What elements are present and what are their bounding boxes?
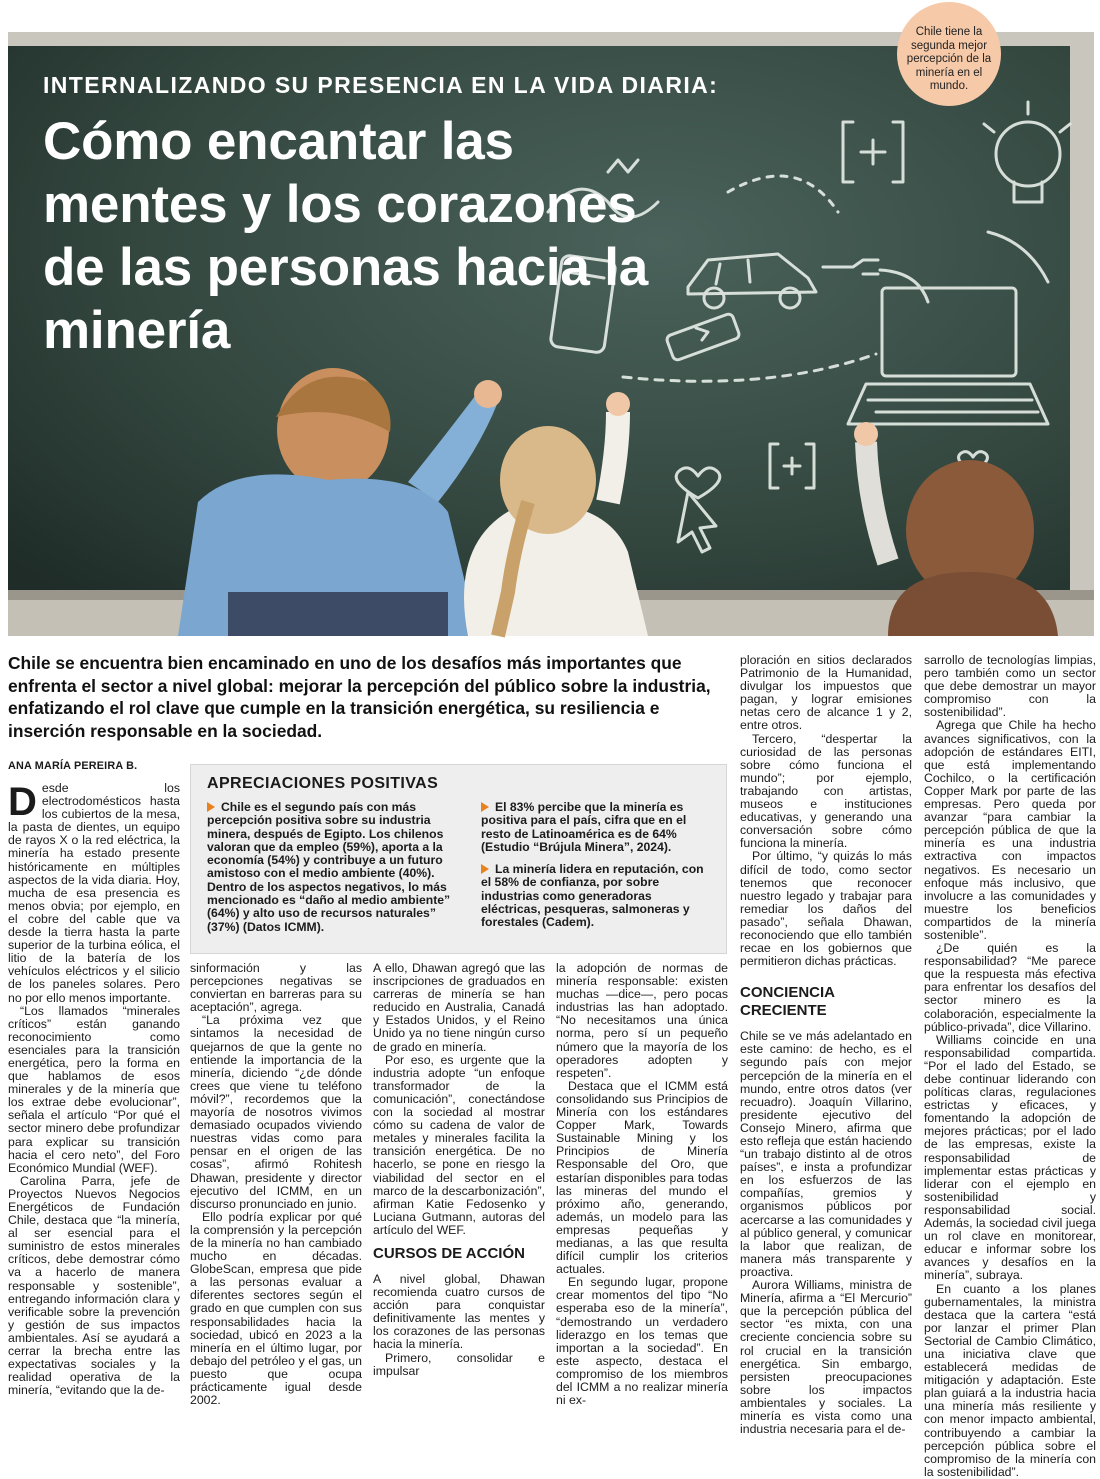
- arrow-icon: [207, 802, 215, 812]
- arrow-icon: [481, 802, 489, 812]
- paragraph: A ello, Dhawan agregó que las inscripciones de graduados en carreras de minería se han reducido en Australia, Canadá y Estados Unidos, y el Reino Unido ya no tiene ningún curso de grado en minería.: [373, 961, 545, 1054]
- paragraph: sinformación y las percepciones negativas se conviertan en barreras para su aceptación”, agrega.: [190, 961, 362, 1015]
- paragraph: Agrega que Chile ha hecho avances significativos, con la adopción de estándares EITI, que está implementando Cochilco, o la certificación Copper Mark por parte de las empresas. Pero queda por avanzar “para cambiar la percepción pública de que la minería es una industria extractiva con impactos negativos. Es necesario un enfoque más inclusivo, que involucre a las comunidades y muestre los beneficios compartidos de la minería sostenible”.: [924, 718, 1096, 942]
- paragraph: Destaca que el ICMM está consolidando sus Principios de Minería con los estándares Copper Mark, Towards Sustainable Mining y los Principios de Minería Responsable del Oro, que estarían disponibles para todas las mineras del mundo el próximo año, generando, además, un modelo para las empresas pequeñas y medianas, a las que resulta difícil cumplir los criterios actuales.: [556, 1078, 728, 1277]
- paragraph: Chile se ve más adelantado en este camino: de hecho, es el segundo país con mejor percepción de la minería en el mundo, entre otros datos (ver recuadro). Joaquín Villarino, presidente ejecutivo del Consejo Minero, afirma que esto refleja que están haciendo “un trabajo distinto al de otros países”, e insta a profundizar en los esfuerzos de las compañías, gremios y organismos públicos por acercarse a las comunidades y al público general, y comunicar la labor que realizan, de manera más transparente y proactiva.: [740, 1029, 912, 1279]
- box-right-column: [481, 801, 713, 939]
- paragraph: sarrollo de tecnologías limpias, pero también como un sector que debe demostrar un mayor compromiso con la sostenibilidad”.: [924, 653, 1096, 720]
- article-column-4: [556, 962, 728, 1407]
- paragraph: En segundo lugar, propone crear momentos del tipo “No esperaba eso de la minería”, “demostrando un verdadero liderazgo en los temas que importan a la sociedad”. En este aspecto, destaca el compromiso de los miembros del ICMM a no realizar minería ni ex-: [556, 1275, 728, 1408]
- paragraph: Williams coincide en una responsabilidad compartida. “Por el lado del Estado, se debe continuar liderando con políticas claras, regulaciones estrictas y eficaces, y fomentando la adopción de mejores prácticas; por el lado de las empresas, existe la responsabilidad de implementar estas prácticas y liderar con el ejemplo en sostenibilidad y responsabilidad social. Además, la sociedad civil juega un rol clave en monitorear, educar e informar sobre los avances y desafíos en la minería”, subraya.: [924, 1032, 1096, 1283]
- paragraph: Desde los electrodomésticos hasta los cubiertos de la mesa, la pasta de dientes, un equipo de rayos X o la red eléctrica, la minería ha estado presente históricamente en múltiples aspectos de la vida diaria. Hoy, mucha de esa presencia es menos obvia; por ejemplo, en el cobre del cable que va desde la tierra hasta la parte superior de la turbina eólica, el litio de la batería de los vehículos eléctricos y el silicio de los paneles solares. Pero no por ello menos importante.: [8, 780, 180, 1005]
- paragraph: Ello podría explicar por qué la comprensión y la percepción de la minería no han cambiado mucho en décadas. GlobeScan, empresa que pide a las personas evaluar a diferentes sectores según el grado en que cumplen con sus responsabilidades hacia la sociedad, ubicó en 2023 a la minería en el último lugar, por debajo del petróleo y el gas, un puesto que ocupa prácticamente igual desde 2002.: [190, 1209, 362, 1408]
- article-column-3: [373, 962, 545, 1378]
- paragraph: Tercero, “despertar la curiosidad de las personas sobre cómo funciona el mundo”; por ejemplo, trabajando con artistas, museos e instituciones educativas, y generando una conversación sobre cómo funciona la minería.: [740, 731, 912, 851]
- article-column-1: [8, 782, 180, 1397]
- article-column-2: [190, 962, 362, 1407]
- callout-bubble: Chile tiene la segunda mejor percepción de la minería en el mundo.: [897, 2, 1001, 106]
- lead-paragraph: Chile se encuentra bien encaminado en uno de los desafíos más importantes que enfrenta el sector a nivel global: mejorar la percepción del público sobre la industria, enfatizando el rol clave que cumple en la transición energética, su resiliencia e inserción responsable en la sociedad.: [8, 653, 711, 741]
- paragraph: Por eso, es urgente que la industria adopte “un enfoque transformador de la comunicación”, conectándose con la sociedad al mostrar cómo su cadena de valor de metales y minerales facilita la transición energética. De no hacerlo, se pone en riesgo la viabilidad del sector en el marco de la descarbonización”, afirman Katie Fedosenko y Luciana Gutmann, autoras del artículo del WEF.: [373, 1052, 545, 1237]
- hero-image: [8, 32, 1094, 636]
- box-item: La minería lidera en reputación, con el 58% de confianza, por sobre industrias como generadoras eléctricas, pesqueras, salmoneras y forestales (Cadem).: [481, 862, 704, 930]
- paragraph: A nivel global, Dhawan recomienda cuatro cursos de acción para conquistar definitivamente las mentes y los corazones de las personas hacia la minería.: [373, 1271, 545, 1352]
- box-item: El 83% percibe que la minería es positiva para el país, cifra que en el resto de Latinoamérica es de 64% (Estudio “Brújula Minera”, 2024).: [481, 800, 687, 854]
- sidebar-box: [190, 764, 727, 954]
- drop-cap: D: [8, 780, 37, 824]
- box-title: APRECIACIONES POSITIVAS: [207, 775, 439, 792]
- kicker: INTERNALIZANDO SU PRESENCIA EN LA VIDA DIARIA:: [43, 72, 719, 98]
- arrow-icon: [481, 864, 489, 874]
- paragraph: “La próxima vez que sintamos la necesidad de quejarnos de que la gente no entiende la importancia de la minería, diciendo “¿de dónde crees que viene tu teléfono móvil?”, recordemos que la mayoría de nosotros vivimos demasiado ocupados viviendo nuestras vidas como para pensar en el origen de las cosas”, afirmó Rohitesh Dhawan, presidente y director ejecutivo del ICMM, en un discurso pronunciado en junio.: [190, 1013, 362, 1211]
- article-column-6: [924, 654, 1096, 1479]
- subheading: CURSOS DE ACCIÓN: [373, 1244, 525, 1262]
- paragraph: ¿De quién es la responsabilidad? “Me parece que la respuesta más efectiva para enfrentar los desafíos del sector minero es la colaboración, especialmente la público-privada”, dice Villarino.: [924, 941, 1096, 1034]
- paragraph: Por último, “y quizás lo más difícil de todo, como sector tenemos que reconocer nuestro legado y trabajar para remediar los daños del pasado”, señala Dhawan, reconociendo que ello también recae en los gobiernos que permitieron dichas prácticas.: [740, 849, 912, 969]
- paragraph: Carolina Parra, jefe de Proyectos Nuevos Negocios Energéticos de Fundación Chile, destaca que “la minería, al ser esencial para el suministro de estos minerales críticos, debe demostrar cómo va a hacerlo de manera responsable y sostenible”, entregando información clara y verificable sobre la prevención y gestión de sus impactos ambientales. Así se ayudará a cerrar la brecha entre las expectativas sociales y la realidad operativa de la minería, “evitando que la de-: [8, 1173, 180, 1398]
- paragraph: Primero, consolidar e impulsar: [373, 1350, 545, 1378]
- box-item: Chile es el segundo país con más percepción positiva sobre su industria minera, después de Egipto. Los chilenos valoran que da empleo (59%), aporta a la economía (54%) y contribuye a un futuro amistoso con el medio ambiente (40%). Dentro de los aspectos negativos, lo más mencionado es “daño al medio ambiente” (64%) y alto uso de recursos naturales” (37%) (Datos ICMM).: [207, 800, 451, 934]
- subheading: CONCIENCIA CRECIENTE: [740, 984, 835, 1020]
- paragraph: En cuanto a los planes gubernamentales, la ministra destaca que la cartera “está por lanzar el primer Plan Sectorial de Cambio Climático, una iniciativa clave que establecerá medidas de mitigación y adaptación. Este plan guiará a la industria hacia una minería más resiliente y con menor impacto ambiental, contribuyendo a cambiar la percepción pública sobre el compromiso de la minería con la sostenibilidad”.: [924, 1281, 1096, 1479]
- box-left-column: [207, 801, 461, 943]
- paragraph: “Los llamados “minerales críticos” están ganando reconocimiento como esenciales para la transición energética, pero la forma en que hablamos de esos minerales y de la minería que los extrae debe evolucionar”, señala el artículo “Por qué el sector minero debe profundizar para explicar su transición hacia el cero neto”, del Foro Económico Mundial (WEF).: [8, 1003, 180, 1175]
- paragraph: ploración en sitios declarados Patrimonio de la Humanidad, divulgar los impuestos que pagan, y lograr emisiones netas cero de alcance 1 y 2, entre otros.: [740, 653, 912, 733]
- article-column-5: [740, 654, 912, 1436]
- paragraph: Aurora Williams, ministra de Minería, afirma a “El Mercurio” que la percepción pública del sector “es mixta, con una creciente conciencia sobre su rol crucial en la transición energética. Sin embargo, persisten preocupaciones sobre los impactos ambientales y sociales. La minería es vista como una industria necesaria para el de-: [740, 1278, 912, 1437]
- paragraph: la adopción de normas de minería responsable: existen muchas —dice—, pero pocas industrias las han adoptado. “No necesitamos una única norma, pero sí un pequeño número que la mayoría de los operadores adopten y respeten”.: [556, 961, 728, 1080]
- headline: Cómo encantar las mentes y los corazones de las personas hacia la minería: [43, 112, 649, 360]
- byline: ANA MARÍA PEREIRA B.: [8, 760, 138, 772]
